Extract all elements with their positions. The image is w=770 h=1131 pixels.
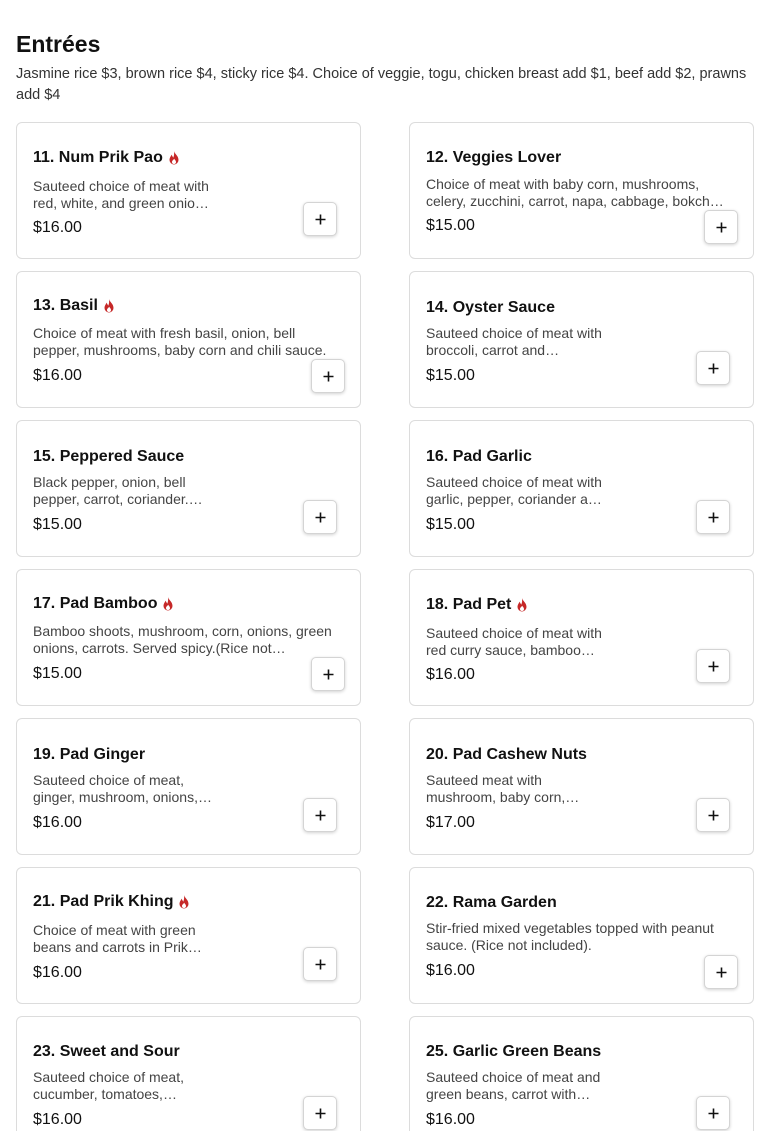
add-button[interactable] bbox=[303, 947, 337, 981]
item-price: $16.00 bbox=[33, 1111, 82, 1128]
item-price: $15.00 bbox=[426, 217, 475, 234]
plus-icon bbox=[708, 810, 719, 821]
plus-icon bbox=[323, 669, 334, 680]
item-description: Sauteed choice of meat with broccoli, carrot and bbox=[426, 325, 602, 358]
item-price: $15.00 bbox=[33, 665, 82, 682]
item-description: Sauteed choice of meat, cucumber, tomatoes, bbox=[33, 1069, 184, 1102]
add-button[interactable] bbox=[303, 1096, 337, 1130]
item-price: $16.00 bbox=[33, 219, 82, 236]
menu-item-card[interactable] bbox=[16, 569, 361, 706]
item-name: 13. Basil bbox=[33, 297, 98, 314]
add-button[interactable] bbox=[704, 955, 738, 989]
item-name-row bbox=[426, 596, 528, 614]
menu-item-card[interactable] bbox=[16, 718, 361, 855]
item-description: Choice of meat with baby corn, mushrooms, celery, zucchini, carrot, napa, cabbage, bokchoy bbox=[426, 176, 725, 209]
menu-item-card[interactable] bbox=[409, 569, 754, 706]
plus-icon bbox=[315, 810, 326, 821]
flame-icon bbox=[168, 151, 180, 165]
item-price: $16.00 bbox=[426, 1111, 475, 1128]
item-name-row bbox=[33, 893, 190, 911]
plus-icon bbox=[315, 512, 326, 523]
flame-icon bbox=[103, 299, 115, 313]
item-name-row bbox=[33, 595, 174, 613]
menu-item-card[interactable] bbox=[409, 420, 754, 557]
item-name-row bbox=[33, 746, 145, 764]
item-name: 23. Sweet and Sour bbox=[33, 1043, 180, 1060]
item-name: 25. Garlic Green Beans bbox=[426, 1043, 602, 1060]
item-name-row bbox=[426, 149, 561, 167]
add-button[interactable] bbox=[303, 798, 337, 832]
item-description: Choice of meat with green beans and carrots in Prik bbox=[33, 922, 196, 955]
item-price: $17.00 bbox=[426, 814, 475, 831]
plus-icon bbox=[315, 959, 326, 970]
add-button[interactable] bbox=[311, 359, 345, 393]
plus-icon bbox=[708, 512, 719, 523]
item-description: Black pepper, onion, bell pepper, carrot, coriander. bbox=[33, 474, 189, 507]
section-title: Entrées bbox=[16, 31, 101, 57]
item-description: Bamboo shoots, mushroom, corn, onions, green onions, carrots. Served spicy.(Rice not bbox=[33, 623, 332, 656]
item-name: 20. Pad Cashew Nuts bbox=[426, 746, 587, 763]
item-name: 16. Pad Garlic bbox=[426, 448, 532, 465]
plus-icon bbox=[708, 363, 719, 374]
item-price: $15.00 bbox=[426, 516, 475, 533]
item-description: Sauteed choice of meat and green beans, carrot with bbox=[426, 1069, 601, 1102]
flame-icon bbox=[516, 598, 528, 612]
add-button[interactable] bbox=[303, 500, 337, 534]
item-name: 12. Veggies Lover bbox=[426, 149, 562, 166]
plus-icon bbox=[315, 214, 326, 225]
item-price: $16.00 bbox=[426, 666, 475, 683]
menu-item-card[interactable] bbox=[16, 420, 361, 557]
plus-icon bbox=[716, 967, 727, 978]
item-description: Sauteed choice of meat with garlic, pepper, coriander and bbox=[426, 474, 604, 507]
plus-icon bbox=[323, 371, 334, 382]
item-name: 19. Pad Ginger bbox=[33, 746, 146, 763]
menu-item-card[interactable] bbox=[409, 867, 754, 1004]
plus-icon bbox=[708, 1108, 719, 1119]
add-button[interactable] bbox=[696, 500, 730, 534]
item-name-row bbox=[426, 894, 557, 912]
item-name-row bbox=[426, 448, 532, 466]
item-name-row bbox=[426, 1043, 601, 1061]
add-button[interactable] bbox=[696, 649, 730, 683]
item-name-row bbox=[33, 149, 180, 167]
item-description: Choice of meat with fresh basil, onion, bell pepper, mushrooms, baby corn and chili sauce. bbox=[33, 325, 327, 358]
item-price: $16.00 bbox=[33, 964, 82, 981]
item-price: $15.00 bbox=[426, 367, 475, 384]
section-description: Jasmine rice $3, brown rice $4, sticky rice $4. Choice of veggie, togu, chicken breast add $1, beef add $2, prawns add $4 bbox=[16, 66, 747, 103]
item-name-row bbox=[426, 299, 555, 317]
item-description: Sauteed choice of meat with red, white, and green onions bbox=[33, 178, 210, 211]
menu-item-card[interactable] bbox=[16, 867, 361, 1004]
menu-item-card[interactable] bbox=[16, 271, 361, 408]
add-button[interactable] bbox=[303, 202, 337, 236]
add-button[interactable] bbox=[696, 1096, 730, 1130]
menu-item-card[interactable] bbox=[409, 271, 754, 408]
plus-icon bbox=[708, 661, 719, 672]
item-name: 15. Peppered Sauce bbox=[33, 448, 185, 465]
menu-item-card[interactable] bbox=[16, 1016, 361, 1131]
add-button[interactable] bbox=[696, 798, 730, 832]
item-description: Sauteed choice of meat with red curry sauce, bamboo bbox=[426, 625, 602, 658]
flame-icon bbox=[162, 597, 174, 611]
item-name-row bbox=[33, 448, 184, 466]
menu-item-card[interactable] bbox=[409, 122, 754, 259]
item-price: $16.00 bbox=[426, 962, 475, 979]
item-description: Stir-fried mixed vegetables topped with peanut sauce. (Rice not included). bbox=[426, 920, 714, 953]
item-price: $16.00 bbox=[33, 367, 82, 384]
menu-item-card[interactable] bbox=[409, 1016, 754, 1131]
add-button[interactable] bbox=[311, 657, 345, 691]
item-description: Sauteed meat with mushroom, baby corn, bbox=[426, 772, 566, 805]
item-name: 14. Oyster Sauce bbox=[426, 299, 555, 316]
item-name-row bbox=[33, 297, 115, 315]
item-name: 18. Pad Pet bbox=[426, 596, 512, 613]
item-name: 17. Pad Bamboo bbox=[33, 595, 158, 612]
item-name: 11. Num Prik Pao bbox=[33, 149, 163, 166]
menu-item-card[interactable] bbox=[16, 122, 361, 259]
add-button[interactable] bbox=[704, 210, 738, 244]
item-name: 21. Pad Prik Khing bbox=[33, 893, 174, 910]
plus-icon bbox=[315, 1108, 326, 1119]
add-button[interactable] bbox=[696, 351, 730, 385]
item-price: $15.00 bbox=[33, 516, 82, 533]
item-name-row bbox=[426, 746, 587, 764]
menu-item-card[interactable] bbox=[409, 718, 754, 855]
flame-icon bbox=[178, 895, 190, 909]
item-name: 22. Rama Garden bbox=[426, 894, 557, 911]
item-price: $16.00 bbox=[33, 814, 82, 831]
item-name-row bbox=[33, 1043, 180, 1061]
item-description: Sauteed choice of meat, ginger, mushroom, onions, bbox=[33, 772, 198, 805]
plus-icon bbox=[716, 222, 727, 233]
